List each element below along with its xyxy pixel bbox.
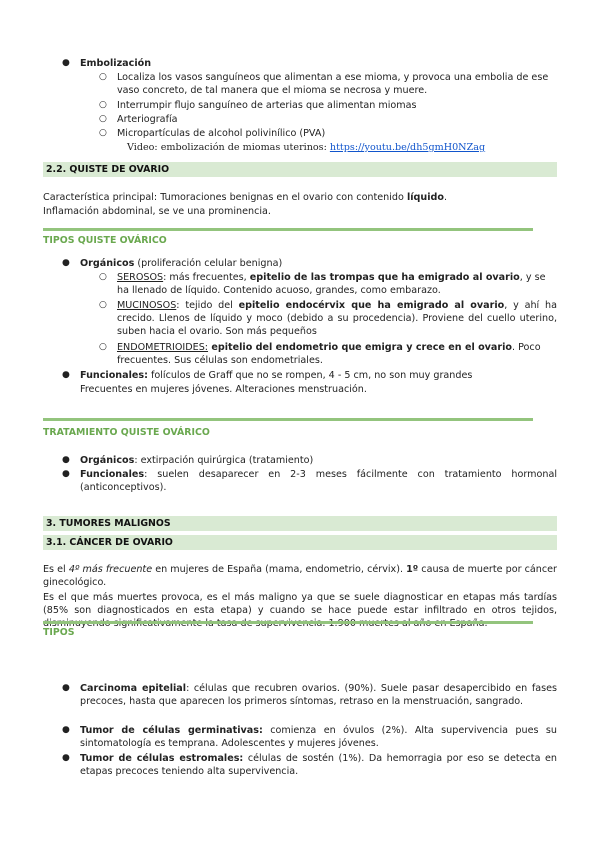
circle-bullet-icon: ○ [99, 300, 107, 310]
section-heading-malignos: 3. TUMORES MALIGNOS [46, 518, 171, 529]
embolizacion-item-2: Interrumpir flujo sanguíneo de arterias que alimentan miomas [117, 100, 417, 111]
cancer-paragraph-1: Es el 4º más frecuente en mujeres de España (mama, endometrio, cérvix). 1º causa de muerte por cáncer ginecológico. [43, 564, 557, 588]
section-heading-cancer: 3.1. CÁNCER DE OVARIO [46, 537, 173, 548]
subheading-tipos-quiste: TIPOS QUISTE OVÁRICO [43, 235, 167, 246]
bullet-icon: ● [62, 725, 70, 735]
tratamiento-organicos: Orgánicos: extirpación quirúrgica (tratamiento) [80, 455, 314, 466]
circle-bullet-icon: ○ [99, 272, 107, 282]
mucinosos-item: MUCINOSOS: tejido del epitelio endocérvix que ha emigrado al ovario, y ahí ha crecido. Llenos de líquido y moco (debido a su procedencia). Proviene del cuello uterino, suben hacia el ovario. Son más pequeños [117, 300, 558, 337]
tratamiento-funcionales: Funcionales: suelen desaparecer en 2-3 meses fácilmente con tratamiento hormonal (anticonceptivos). [80, 469, 557, 493]
bullet-icon: ● [62, 469, 70, 479]
bullet-icon: ● [62, 455, 70, 465]
circle-bullet-icon: ○ [99, 72, 107, 82]
tipo-item: Carcinoma epitelial: células que recubren ovarios. (90%). Suele pasar desapercibido en fases precoces, hasta que aparecen los primeros síntomas, retraso en la menstruación, sangrado. [80, 683, 557, 707]
circle-bullet-icon: ○ [99, 100, 107, 110]
divider-rule [43, 228, 533, 231]
tipo-item: Tumor de células estromales: células de sostén (1%). Da hemorragia por eso se detecta en etapas precoces teniendo alta supervivencia. [80, 753, 557, 777]
caracteristica-text: Característica principal: Tumoraciones benignas en el ovario con contenido líquido. [43, 192, 448, 203]
funcionales-item: Funcionales: folículos de Graff que no se rompen, 4 - 5 cm, no son muy grandes [80, 370, 473, 381]
circle-bullet-icon: ○ [99, 342, 107, 352]
funcionales-line2: Frecuentes en mujeres jóvenes. Alteraciones menstruación. [80, 384, 367, 395]
bullet-icon: ● [62, 753, 70, 763]
endometrioides-item: ENDOMETRIOIDES: epitelio del endometrio que emigra y crece en el ovario. Poco frecuentes. Sus células son endometriales. [117, 342, 541, 366]
embolizacion-item-4: Micropartículas de alcohol polivinílico (PVA) [117, 128, 326, 139]
serosos-item: SEROSOS: más frecuentes, epitelio de las trompas que ha emigrado al ovario, y se ha llenado de líquido. Contenido acuoso, grandes, como embarazo. [117, 272, 546, 296]
video-label: Video: embolización de miomas uterinos: [127, 142, 330, 153]
bullet-icon: ● [62, 58, 70, 68]
tipo-item: Tumor de células germinativas: comienza en óvulos (2%). Alta supervivencia pues su sintomatología es temprana. Adolescentes y mujeres jóvenes. [80, 725, 557, 749]
section-heading-quiste: 2.2. QUISTE DE OVARIO [46, 164, 170, 175]
embolizacion-item-1: Localiza los vasos sanguíneos que alimentan a ese mioma, y provoca una embolia de ese vaso concreto, de tal manera que el mioma se necrosa y muere. [117, 72, 549, 96]
embolizacion-title: Embolización [80, 58, 152, 69]
video-line [127, 141, 485, 154]
embolizacion-item-3: Arteriografía [117, 114, 178, 125]
bullet-icon: ● [62, 370, 70, 380]
cancer-paragraph-2: Es el que más muertes provoca, es el más maligno ya que se suele diagnosticar en etapas más tardías (85% son diagnosticados en esta etapa) y cuando se hace puede estar infiltrado en otros tejidos, [43, 592, 557, 616]
subheading-tratamiento: TRATAMIENTO QUISTE OVÁRICO [43, 427, 210, 438]
divider-rule [43, 621, 533, 624]
bullet-icon: ● [62, 683, 70, 693]
inflamacion-text: Inflamación abdominal, se ve una prominencia. [43, 206, 271, 217]
circle-bullet-icon: ○ [99, 114, 107, 124]
organicos-item: Orgánicos (proliferación celular benigna) [80, 258, 283, 269]
video-link[interactable]: https://youtu.be/dh5gmH0NZag [329, 142, 486, 153]
subheading-tipos: TIPOS [43, 627, 75, 638]
divider-rule [43, 418, 533, 421]
circle-bullet-icon: ○ [99, 128, 107, 138]
bullet-icon: ● [62, 258, 70, 268]
